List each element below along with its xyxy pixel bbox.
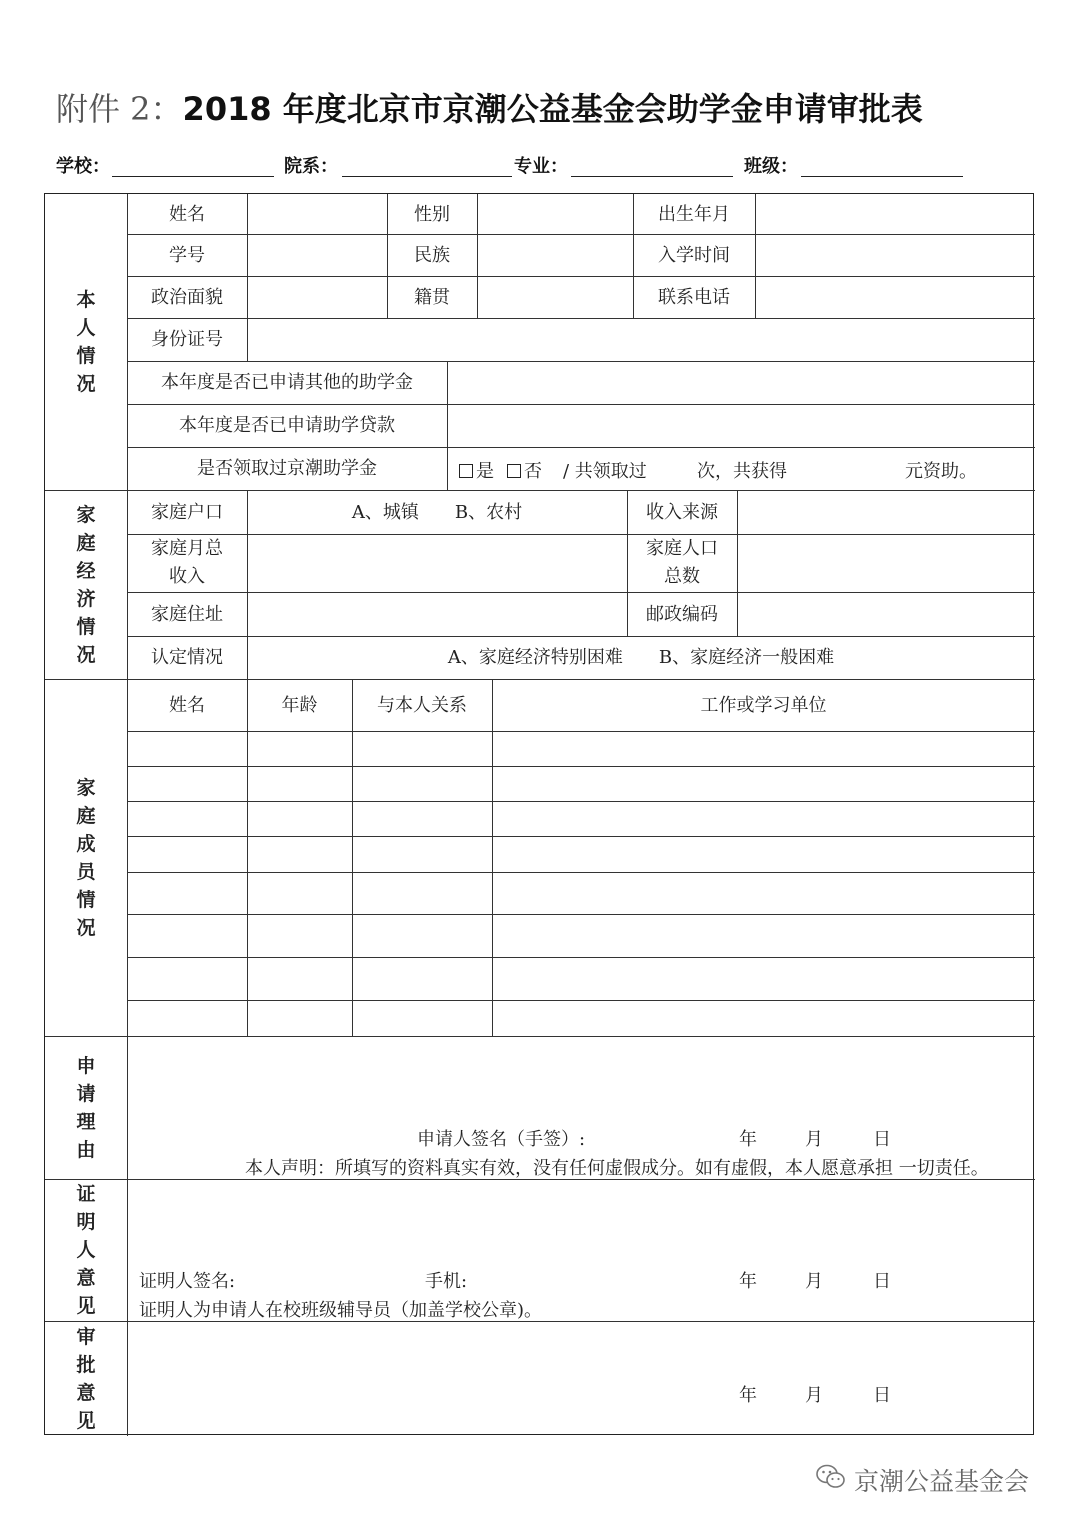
department-label: 院系：	[284, 156, 338, 177]
school-label: 学校：	[56, 156, 110, 177]
yuan-label: 元资助。	[905, 461, 977, 482]
applicant-sign-label: 申请人签名（手签）:	[417, 1129, 586, 1150]
witness-phone-label: 手机:	[425, 1271, 468, 1292]
address-label: 家庭住址	[151, 603, 223, 625]
title-prefix: 附件 2：	[56, 90, 183, 128]
section-family-members: 家 庭 成 员 情 况	[76, 776, 96, 939]
member-age-header: 年龄	[281, 694, 318, 716]
witness-sign-label: 证明人签名:	[139, 1271, 236, 1292]
ethnicity-label: 民族	[414, 244, 450, 266]
gender-label: 性别	[414, 203, 450, 225]
approval-month: 月	[805, 1385, 823, 1406]
member-work-header: 工作或学习单位	[700, 694, 827, 716]
witness-day: 日	[873, 1271, 891, 1292]
statement-text: 本人声明：所填写的资料真实有效，没有任何虚假成分。如有虚假，本人愿意承担 一切责任。	[245, 1158, 989, 1179]
reason-input[interactable]	[127, 1036, 1035, 1126]
political-input[interactable]	[247, 276, 387, 318]
other-grant-label: 本年度是否已申请其他的助学金	[161, 372, 413, 393]
wechat-icon	[816, 1464, 846, 1496]
section-personal: 本 人 情 况	[76, 289, 96, 395]
enroll-time-label: 入学时间	[658, 244, 730, 266]
ethnicity-input[interactable]	[477, 234, 633, 276]
birth-label: 出生年月	[658, 203, 730, 225]
times-unit-label: 次，共获得	[697, 461, 787, 482]
page-title	[56, 84, 923, 130]
section-approval: 审 批 意 见	[76, 1325, 96, 1432]
loan-input[interactable]	[447, 404, 1035, 447]
phone-input[interactable]	[755, 276, 1035, 318]
hukou-options[interactable]: A、城镇 B、农村	[351, 501, 523, 523]
student-id-label: 学号	[169, 244, 205, 266]
name-input[interactable]	[247, 194, 387, 234]
application-table	[44, 193, 1034, 1435]
watermark-text: 京潮公益基金会	[854, 1467, 1030, 1496]
witness-year: 年	[739, 1271, 757, 1292]
postcode-label: 邮政编码	[646, 603, 718, 625]
population-label: 家庭人口 总数	[646, 538, 718, 587]
member-relation-header: 与本人关系	[377, 694, 467, 716]
header-fields	[56, 152, 976, 182]
id-number-label: 身份证号	[151, 329, 223, 350]
section-family-economy: 家 庭 经 济 情 况	[76, 503, 96, 666]
political-label: 政治面貌	[151, 286, 223, 308]
phone-label: 联系电话	[658, 286, 730, 308]
school-field[interactable]	[112, 176, 274, 177]
section-reason: 申 请 理 由	[76, 1054, 96, 1161]
birth-input[interactable]	[755, 194, 1035, 234]
section-witness: 证 明 人 意 见	[76, 1183, 96, 1317]
received-times-label: / 共领取过	[563, 461, 647, 482]
approval-day: 日	[873, 1385, 891, 1406]
postcode-input[interactable]	[737, 592, 1035, 636]
gender-input[interactable]	[477, 194, 633, 234]
id-number-input[interactable]	[247, 318, 1035, 361]
received-yes-option[interactable]: 是	[459, 457, 494, 483]
hukou-label: 家庭户口	[151, 501, 223, 523]
name-label: 姓名	[169, 203, 205, 225]
student-id-input[interactable]	[247, 234, 387, 276]
income-source-input[interactable]	[737, 490, 1035, 534]
no-checkbox[interactable]	[507, 464, 521, 478]
major-field[interactable]	[571, 176, 733, 177]
approval-input[interactable]	[127, 1321, 1035, 1376]
enroll-time-input[interactable]	[755, 234, 1035, 276]
population-input[interactable]	[737, 534, 1035, 592]
class-label: 班级：	[744, 156, 798, 177]
monthly-income-label: 家庭月总 收入	[151, 538, 223, 587]
title-main: 2018 年度北京市京潮公益基金会助学金申请审批表	[182, 90, 923, 128]
other-grant-input[interactable]	[447, 361, 1035, 404]
reason-month: 月	[805, 1129, 823, 1150]
monthly-income-input[interactable]	[247, 534, 627, 592]
approval-year: 年	[739, 1385, 757, 1406]
yes-checkbox[interactable]	[459, 464, 473, 478]
income-source-label: 收入来源	[646, 501, 718, 523]
received-no-option[interactable]: 否	[507, 457, 542, 483]
member-name-header: 姓名	[169, 694, 205, 716]
received-label: 是否领取过京潮助学金	[197, 458, 377, 479]
watermark	[816, 1462, 1029, 1498]
department-field[interactable]	[342, 176, 512, 177]
reason-year: 年	[739, 1129, 757, 1150]
identify-label: 认定情况	[151, 647, 223, 668]
address-input[interactable]	[247, 592, 627, 636]
major-label: 专业：	[514, 156, 568, 177]
identify-options[interactable]: A、家庭经济特别困难 B、家庭经济一般困难	[447, 647, 835, 668]
witness-month: 月	[805, 1271, 823, 1292]
witness-note: 证明人为申请人在校班级辅导员（加盖学校公章)。	[139, 1300, 543, 1321]
reason-day: 日	[873, 1129, 891, 1150]
class-field[interactable]	[801, 176, 963, 177]
loan-label: 本年度是否已申请助学贷款	[179, 415, 395, 436]
witness-input[interactable]	[127, 1179, 1035, 1265]
native-place-label: 籍贯	[414, 286, 450, 308]
native-place-input[interactable]	[477, 276, 633, 318]
